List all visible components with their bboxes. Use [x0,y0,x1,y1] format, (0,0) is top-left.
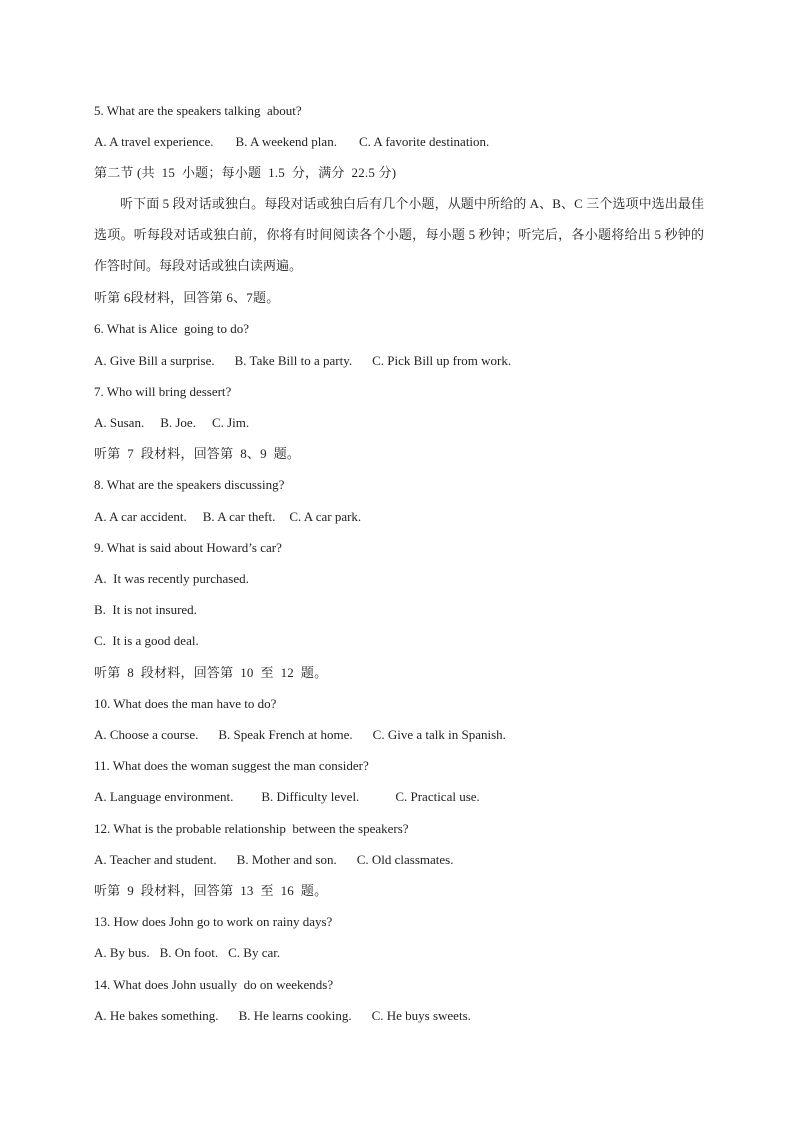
section2-heading: 第二节 (共 15 小题；每小题 1.5 分，满分 22.5 分) [94,165,397,180]
q6-option-a: A. Give Bill a surprise. [94,353,215,368]
q11-question: 11. What does the woman suggest the man consider? [94,758,369,773]
q9-question: 9. What is said about Howard’s car? [94,540,282,555]
q13-question: 13. How does John go to work on rainy days? [94,914,333,929]
q12-question: 12. What is the probable relationship between the speakers? [94,821,409,836]
material-9-heading: 听第 9 段材料，回答第 13 至 16 题。 [94,883,328,898]
q11-option-c: C. Practical use. [395,789,480,804]
q6-option-c: C. Pick Bill up from work. [372,353,512,368]
q10-question: 10. What does the man have to do? [94,696,277,711]
q14-options [94,1008,489,1024]
q5-question: 5. What are the speakers talking about? [94,103,302,118]
q13-option-c: C. By car. [228,945,281,960]
material-8-heading: 听第 8 段材料，回答第 10 至 12 题。 [94,665,328,680]
q12-option-c: C. Old classmates. [356,852,454,867]
q10-option-c: C. Give a talk in Spanish. [372,727,506,742]
q9-option-b: B. It is not insured. [94,602,197,617]
q9-option-a: A. It was recently purchased. [94,571,249,586]
q7-option-b: B. Joe. [160,415,196,430]
q8-option-b: B. A car theft. [202,509,276,524]
q10-option-a: A. Choose a course. [94,727,199,742]
q10-options [94,727,524,743]
q8-options [94,509,379,525]
q12-option-b: B. Mother and son. [236,852,337,867]
q14-option-b: B. He learns cooking. [238,1008,352,1023]
q10-option-b: B. Speak French at home. [218,727,353,742]
q8-option-a: A. A car accident. [94,509,187,524]
q11-option-b: B. Difficulty level. [261,789,360,804]
q5-option-b: B. A weekend plan. [235,134,337,149]
q5-option-a: A. A travel experience. [94,134,214,149]
q11-option-a: A. Language environment. [94,789,234,804]
q6-question: 6. What is Alice going to do? [94,321,250,336]
q6-option-b: B. Take Bill to a party. [234,353,353,368]
q8-question: 8. What are the speakers discussing? [94,477,285,492]
q12-option-a: A. Teacher and student. [94,852,217,867]
q13-option-b: B. On foot. [159,945,219,960]
q13-option-a: A. By bus. [94,945,150,960]
q7-question: 7. Who will bring dessert? [94,384,232,399]
section2-instructions: 听下面 5 段对话或独白。每段对话或独白后有几个小题，从题中所给的 A、B、C 三个选项中选出最佳选项。听每段对话或独白前，你将有时间阅读各个小题，每小题 5 秒钟；听完后，各小题将给出 5 秒钟的作答时间。每段对话或独白读两遍。 [94,196,704,273]
q9-option-c: C. It is a good deal. [94,633,199,648]
q7-options [94,415,267,431]
q14-question: 14. What does John usually do on weekends? [94,977,334,992]
q7-option-c: C. Jim. [211,415,250,430]
q13-options [94,945,298,961]
q14-option-a: A. He bakes something. [94,1008,219,1023]
q7-option-a: A. Susan. [94,415,145,430]
q12-options [94,852,471,868]
material-7-heading: 听第 7 段材料，回答第 8、9 题。 [94,446,301,461]
q6-options [94,353,529,369]
material-6-heading: 听第 6段材料，回答第 6、7题。 [94,290,280,305]
q11-options [94,789,498,805]
q14-option-c: C. He buys sweets. [371,1008,471,1023]
q8-option-c: C. A car park. [289,509,362,524]
q5-option-c: C. A favorite destination. [358,134,490,149]
q5-options [94,134,507,150]
